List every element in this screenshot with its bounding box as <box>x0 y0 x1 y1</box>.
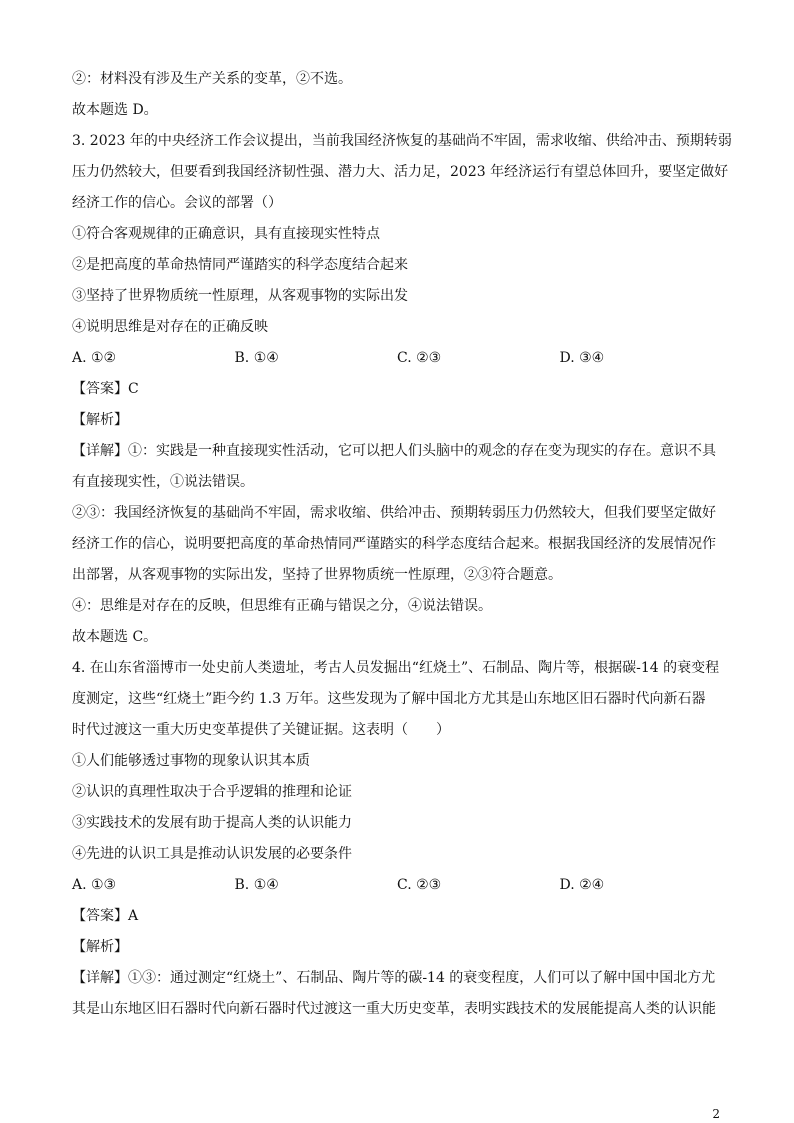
question-3-stem: 压力仍然较大，但要看到我国经济韧性强、潜力大、活力足，2023 年经济运行有望总体回升，要坚定做好 <box>72 164 729 180</box>
question-3-statement: ③坚持了世界物质统一性原理，从客观事物的实际出发 <box>72 288 408 304</box>
question-4-statement: ③实践技术的发展有助于提高人类的认识能力 <box>72 815 352 831</box>
text-line: 故本题选 D。 <box>72 102 158 118</box>
text-line: ②：材料没有涉及生产关系的变革，②不选。 <box>72 71 352 87</box>
question-4-statement: ②认识的真理性取决于合乎逻辑的推理和论证 <box>72 784 352 800</box>
question-3-statement: ①符合客观规律的正确意识，具有直接现实性特点 <box>72 226 380 242</box>
question-3-statement: ④说明思维是对存在的正确反映 <box>72 319 268 335</box>
question-4-stem: 度测定，这些“红烧土”距今约 1.3 万年。这些发现为了解中国北方尤其是山东地区旧石器时代向新石器 <box>72 691 706 707</box>
question-4-stem: 4. 在山东省淄博市一处史前人类遗址，考古人员发掘出“红烧土”、石制品、陶片等，根据碳-14 的衰变程 <box>72 660 720 676</box>
document-page <box>72 64 732 1025</box>
question-4-options <box>72 870 722 901</box>
option-c: C. ②③ <box>397 877 442 893</box>
page-number: 2 <box>712 1107 720 1121</box>
option-d: D. ③④ <box>559 350 605 366</box>
question-4-statement: ①人们能够透过事物的现象认识其本质 <box>72 753 310 769</box>
question-3-stem: 经济工作的信心。会议的部署（） <box>72 195 282 211</box>
analysis-line: 【详解】①：实践是一种直接现实性活动，它可以把人们头脑中的观念的存在变为现实的存在。意识不具 <box>72 443 716 459</box>
option-c: C. ②③ <box>397 350 442 366</box>
question-4-statement: ④先进的认识工具是推动认识发展的必要条件 <box>72 846 352 862</box>
option-b: B. ①④ <box>234 350 279 366</box>
question-4-answer: 【答案】A <box>72 908 139 924</box>
analysis-line: 其是山东地区旧石器时代向新石器时代过渡这一重大历史变革，表明实践技术的发展能提高人类的认识能 <box>72 1001 716 1017</box>
analysis-line: 【详解】①③：通过测定“红烧土”、石制品、陶片等的碳-14 的衰变程度，人们可以了解中国中国北方尤 <box>72 970 716 986</box>
analysis-line: 故本题选 C。 <box>72 629 158 645</box>
question-3-stem: 3. 2023 年的中央经济工作会议提出，当前我国经济恢复的基础尚不牢固，需求收缩、供给冲击、预期转弱 <box>72 133 732 149</box>
analysis-line: 有直接现实性，①说法错误。 <box>72 474 254 490</box>
question-4-analysis-heading: 【解析】 <box>72 939 128 955</box>
analysis-line: 出部署，从客观事物的实际出发，坚持了世界物质统一性原理，②③符合题意。 <box>72 567 562 583</box>
option-d: D. ②④ <box>559 877 605 893</box>
analysis-line: ④：思维是对存在的反映，但思维有正确与错误之分，④说法错误。 <box>72 598 492 614</box>
question-3-analysis-heading: 【解析】 <box>72 412 128 428</box>
option-a: A. ①③ <box>72 877 117 893</box>
question-3-statement: ②是把高度的革命热情同严谨踏实的科学态度结合起来 <box>72 257 408 273</box>
option-a: A. ①② <box>72 350 117 366</box>
question-3-options <box>72 343 722 374</box>
analysis-line: 经济工作的信心，说明要把高度的革命热情同严谨踏实的科学态度结合起来。根据我国经济的发展情况作 <box>72 536 716 552</box>
analysis-line: ②③：我国经济恢复的基础尚不牢固，需求收缩、供给冲击、预期转弱压力仍然较大，但我们要坚定做好 <box>72 505 716 521</box>
question-4-stem: 时代过渡这一重大历史变革提供了关键证据。这表明（ ） <box>72 722 450 738</box>
question-3-answer: 【答案】C <box>72 381 139 397</box>
option-b: B. ①④ <box>234 877 279 893</box>
